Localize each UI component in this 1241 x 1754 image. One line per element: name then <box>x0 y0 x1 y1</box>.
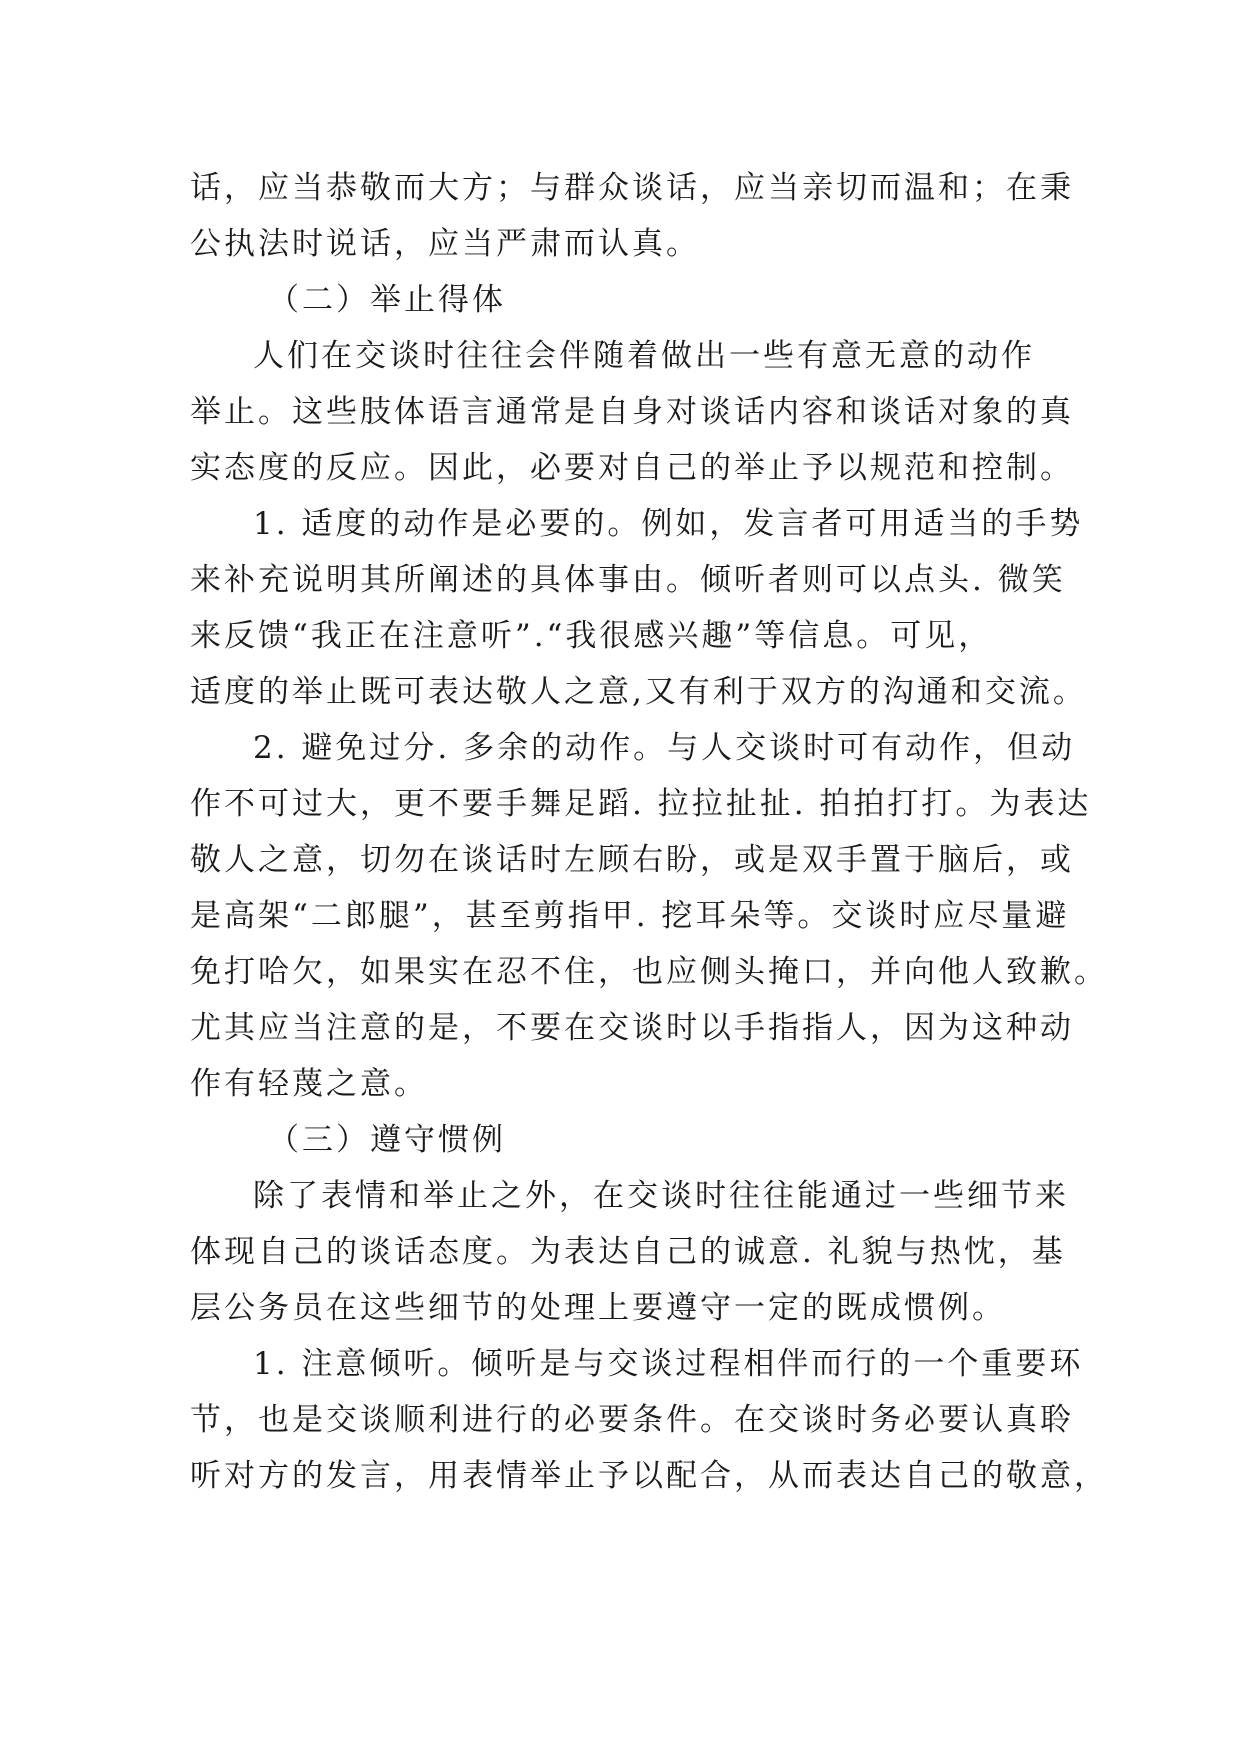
text-line: 1. 注意倾听。倾听是与交谈过程相伴而行的一个重要环 <box>253 1346 1084 1382</box>
section-heading: （二）举止得体 <box>268 282 506 318</box>
text-line: 来补充说明其所阐述的具体事由。倾听者则可以点头. 微笑 <box>190 562 1066 598</box>
text-line: 听对方的发言，用表情举止予以配合，从而表达自己的敬意， <box>190 1458 1108 1494</box>
text-line: 尤其应当注意的是，不要在交谈时以手指指人，因为这种动 <box>190 1010 1074 1046</box>
text-line: 作有轻蔑之意。 <box>190 1066 428 1102</box>
text-line: 举止。这些肢体语言通常是自身对谈话内容和谈话对象的真 <box>190 394 1074 430</box>
text-line: 体现自己的谈话态度。为表达自己的诚意. 礼貌与热忱，基 <box>190 1234 1066 1270</box>
text-line: 敬人之意，切勿在谈话时左顾右盼，或是双手置于脑后，或 <box>190 842 1074 878</box>
text-line: 来反馈“我正在注意听”.“我很感兴趣”等信息。可见， <box>190 618 993 654</box>
text-line: 节，也是交谈顺利进行的必要条件。在交谈时务必要认真聆 <box>190 1402 1074 1438</box>
text-line: 人们在交谈时往往会伴随着做出一些有意无意的动作 <box>253 338 1035 374</box>
text-line: 话，应当恭敬而大方；与群众谈话，应当亲切而温和；在秉 <box>190 170 1074 206</box>
text-line: 除了表情和举止之外，在交谈时往往能通过一些细节来 <box>253 1178 1069 1214</box>
text-line: 1. 适度的动作是必要的。例如，发言者可用适当的手势 <box>253 506 1084 542</box>
text-line: 公执法时说话，应当严肃而认真。 <box>190 226 700 262</box>
text-line: 适度的举止既可表达敬人之意,又有利于双方的沟通和交流。 <box>190 674 1087 710</box>
text-line: 2. 避免过分. 多余的动作。与人交谈时可有动作，但动 <box>253 730 1076 766</box>
section-heading: （三）遵守惯例 <box>268 1122 506 1158</box>
text-line: 层公务员在这些细节的处理上要遵守一定的既成惯例。 <box>190 1290 1006 1326</box>
text-line: 实态度的反应。因此，必要对自己的举止予以规范和控制。 <box>190 450 1074 486</box>
text-line: 是高架“二郎腿”，甚至剪指甲. 挖耳朵等。交谈时应尽量避 <box>190 898 1070 934</box>
text-line: 免打哈欠，如果实在忍不住，也应侧头掩口，并向他人致歉。 <box>190 954 1108 990</box>
text-line: 作不可过大，更不要手舞足蹈. 拉拉扯扯. 拍拍打打。为表达 <box>190 786 1092 822</box>
